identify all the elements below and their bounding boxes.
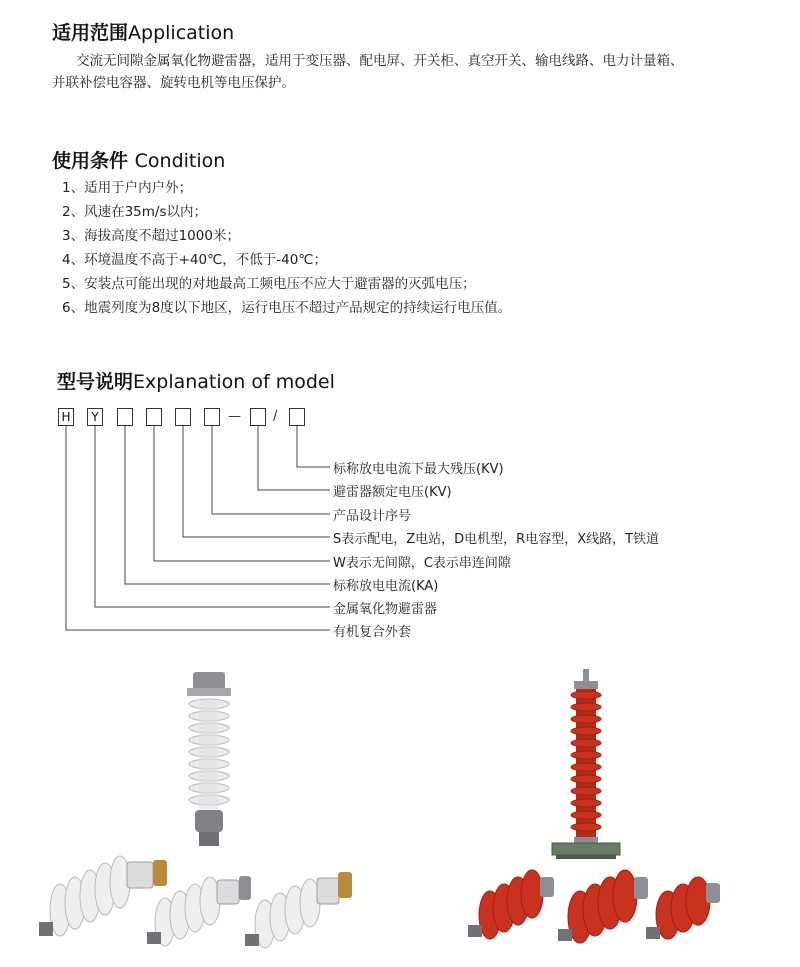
application-heading-cn: 适用范围 <box>52 22 129 44</box>
white-arrester-1 <box>39 856 167 936</box>
model-legend-item: 有机复合外套 <box>333 625 412 640</box>
application-heading-en: Application <box>128 22 235 44</box>
red-arrester-small-1 <box>468 870 554 939</box>
model-code-dash: — <box>228 409 241 424</box>
model-legend-item: 标称放电电流(KA) <box>333 579 439 594</box>
condition-item: 2、风速在35m/s以内； <box>62 204 207 220</box>
model-heading-cn: 型号说明 <box>57 371 134 393</box>
model-legend-item: 产品设计序号 <box>333 509 412 524</box>
application-line-1: 交流无间隙金属氧化物避雷器，适用于变压器、配电屏、开关柜、真空开关、输电线路、电力计量箱、 <box>76 53 684 69</box>
model-legend-item: W表示无间隙，C表示串连间隙 <box>333 556 511 571</box>
red-arrester-small-3 <box>646 877 720 939</box>
model-code-letter-h: H <box>58 408 74 426</box>
white-arrester-3 <box>245 872 352 948</box>
model-code-slash: / <box>273 409 278 424</box>
red-arrester-small-2 <box>558 870 648 943</box>
application-line-2: 并联补偿电容器、旋转电机等电压保护。 <box>52 75 295 91</box>
condition-heading-en: Condition <box>134 150 226 172</box>
white-arrester-2 <box>147 876 251 946</box>
model-legend-item: 避雷器额定电压(KV) <box>333 485 452 500</box>
model-legend-item: 金属氧化物避雷器 <box>333 602 438 617</box>
condition-item: 5、安装点可能出现的对地最高工频电压不应大于避雷器的灭弧电压； <box>62 276 476 292</box>
white-arrester-photo <box>35 660 365 960</box>
condition-item: 1、适用于户内户外； <box>62 180 193 196</box>
condition-item: 4、环境温度不高于+40℃，不低于-40℃； <box>62 252 327 268</box>
model-code-letter-y: Y <box>87 408 103 426</box>
red-arrester-photo <box>450 665 750 960</box>
model-legend-item: 标称放电电流下最大残压(KV) <box>333 462 504 477</box>
model-legend-item: S表示配电，Z电站，D电机型，R电容型，X线路，T铁道 <box>333 532 660 547</box>
red-arrester-tall <box>552 669 620 859</box>
condition-item: 6、地震列度为8度以下地区，运行电压不超过产品规定的持续运行电压值。 <box>62 300 512 316</box>
condition-item: 3、海拔高度不超过1000米； <box>62 228 240 244</box>
white-arrester-upright <box>187 672 231 846</box>
model-heading-en: Explanation of model <box>133 371 335 393</box>
condition-heading-cn: 使用条件 <box>52 150 129 172</box>
